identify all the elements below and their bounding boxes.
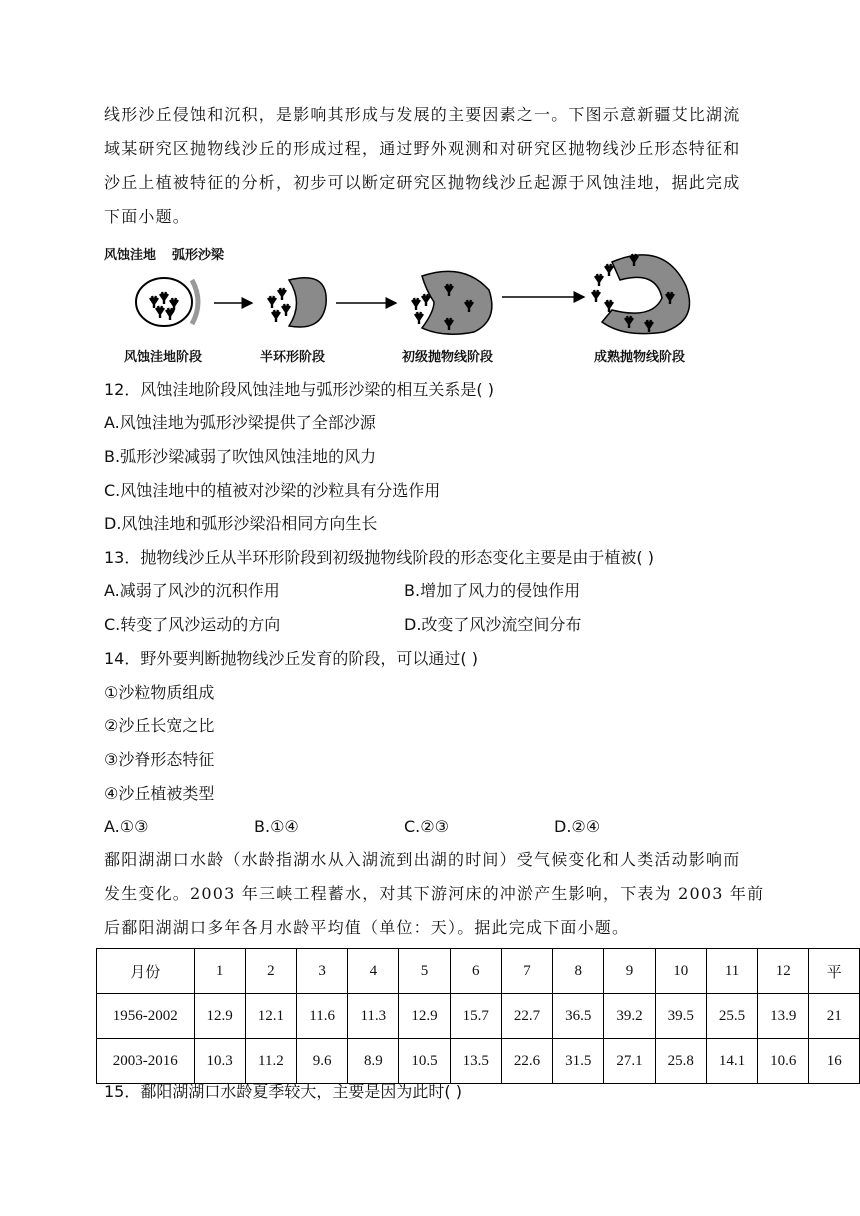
table-header-cell: 7 — [501, 949, 552, 994]
intro-line: 线形沙丘侵蚀和沉积，是影响其形成与发展的主要因素之一。下图示意新疆艾比湖流 — [104, 105, 741, 124]
table-cell: 15.7 — [450, 994, 501, 1039]
table-cell: 11.3 — [348, 994, 399, 1039]
q14-item: ③沙脊形态特征 — [104, 750, 215, 769]
table-header-cell: 6 — [450, 949, 501, 994]
table-cell: 12.1 — [245, 994, 296, 1039]
table-cell: 16 — [809, 1039, 860, 1084]
q12-option-a: A.风蚀洼地为弧形沙梁提供了全部沙源 — [104, 413, 376, 432]
q13-option-b: B.增加了风力的侵蚀作用 — [404, 581, 581, 600]
table-cell: 13.9 — [758, 994, 809, 1039]
figure-label-depression: 风蚀洼地 — [104, 248, 157, 263]
table-header-cell: 2 — [245, 949, 296, 994]
q12-option-d: D.风蚀洼地和弧形沙梁沿相同方向生长 — [104, 514, 378, 533]
table-header-cell: 月份 — [97, 949, 195, 994]
table-header-cell: 8 — [553, 949, 604, 994]
table-cell: 2003-2016 — [97, 1039, 195, 1084]
table-cell: 22.7 — [501, 994, 552, 1039]
table-cell: 22.6 — [501, 1039, 552, 1084]
stage-label: 风蚀洼地阶段 — [124, 350, 203, 365]
q13-option-a: A.减弱了风沙的沉积作用 — [104, 581, 280, 600]
q14-option-d: D.②④ — [554, 817, 601, 836]
q14-item: ①沙粒物质组成 — [104, 683, 215, 702]
q12-option-b: B.弧形沙梁减弱了吹蚀风蚀洼地的风力 — [104, 447, 377, 466]
q12-stem: 12．风蚀洼地阶段风蚀洼地与弧形沙梁的相互关系是( ) — [104, 380, 494, 399]
q14-option-a: A.①③ — [104, 817, 149, 836]
intro2-paragraph — [104, 843, 765, 945]
stage-label: 初级抛物线阶段 — [402, 350, 494, 365]
table-cell: 11.6 — [297, 994, 348, 1039]
table-cell: 12.9 — [399, 994, 450, 1039]
table-cell: 25.8 — [655, 1039, 706, 1084]
intro-line: 下面小题。 — [104, 207, 191, 226]
q13-option-d: D.改变了风沙流空间分布 — [404, 615, 582, 634]
q14-option-b: B.①④ — [254, 817, 299, 836]
table-header-cell: 12 — [758, 949, 809, 994]
table-cell: 39.2 — [604, 994, 655, 1039]
table-row — [97, 1039, 860, 1084]
table-cell: 9.6 — [297, 1039, 348, 1084]
table-header-cell: 4 — [348, 949, 399, 994]
table-cell: 14.1 — [706, 1039, 757, 1084]
table-cell: 8.9 — [348, 1039, 399, 1084]
water-age-table — [96, 948, 860, 1084]
table-cell: 12.9 — [194, 994, 245, 1039]
figure-label-sand-ridge: 弧形沙梁 — [172, 248, 225, 263]
q15-stem: 15．鄱阳湖湖口水龄夏季较大，主要是因为此时( ) — [104, 1082, 462, 1101]
table-row — [97, 994, 860, 1039]
stage-label: 半环形阶段 — [260, 350, 326, 365]
q14-option-c: C.②③ — [404, 817, 449, 836]
q14-item: ②沙丘长宽之比 — [104, 716, 215, 735]
table-header-cell: 10 — [655, 949, 706, 994]
intro2-line: 发生变化。2003 年三峡工程蓄水，对其下游河床的冲淤产生影响，下表为 2003 年前 — [104, 884, 765, 903]
table-cell: 27.1 — [604, 1039, 655, 1084]
table-header-cell: 平 — [809, 949, 860, 994]
intro-line: 域某研究区抛物线沙丘的形成过程，通过野外观测和对研究区抛物线沙丘形态特征和 — [104, 139, 741, 158]
intro2-line: 后鄱阳湖湖口多年各月水龄平均值（单位：天）。据此完成下面小题。 — [104, 918, 630, 937]
table-header-row — [97, 949, 860, 994]
q13-option-c: C.转变了风沙运动的方向 — [104, 615, 281, 634]
table-header-cell: 1 — [194, 949, 245, 994]
q14-item: ④沙丘植被类型 — [104, 784, 215, 803]
table-header-cell: 5 — [399, 949, 450, 994]
table-cell: 10.5 — [399, 1039, 450, 1084]
table-cell: 36.5 — [553, 994, 604, 1039]
table-cell: 39.5 — [655, 994, 706, 1039]
intro-paragraph — [104, 98, 748, 234]
table-cell: 21 — [809, 994, 860, 1039]
table-header-cell: 9 — [604, 949, 655, 994]
table-cell: 1956-2002 — [97, 994, 195, 1039]
table-cell: 11.2 — [245, 1039, 296, 1084]
q12-option-c: C.风蚀洼地中的植被对沙梁的沙粒具有分选作用 — [104, 481, 441, 500]
table-cell: 13.5 — [450, 1039, 501, 1084]
table-cell: 25.5 — [706, 994, 757, 1039]
table-header-cell: 3 — [297, 949, 348, 994]
dune-formation-figure — [104, 240, 704, 370]
q14-stem: 14．野外要判断抛物线沙丘发育的阶段，可以通过( ) — [104, 649, 478, 668]
stage-label: 成熟抛物线阶段 — [594, 350, 686, 365]
table-cell: 10.3 — [194, 1039, 245, 1084]
table-cell: 31.5 — [553, 1039, 604, 1084]
table-cell: 10.6 — [758, 1039, 809, 1084]
q13-stem: 13．抛物线沙丘从半环形阶段到初级抛物线阶段的形态变化主要是由于植被( ) — [104, 548, 654, 567]
table-header-cell: 11 — [706, 949, 757, 994]
intro-line: 沙丘上植被特征的分析，初步可以断定研究区抛物线沙丘起源于风蚀洼地，据此完成 — [104, 173, 741, 192]
intro2-line: 鄱阳湖湖口水龄（水龄指湖水从入湖流到出湖的时间）受气候变化和人类活动影响而 — [104, 850, 741, 869]
